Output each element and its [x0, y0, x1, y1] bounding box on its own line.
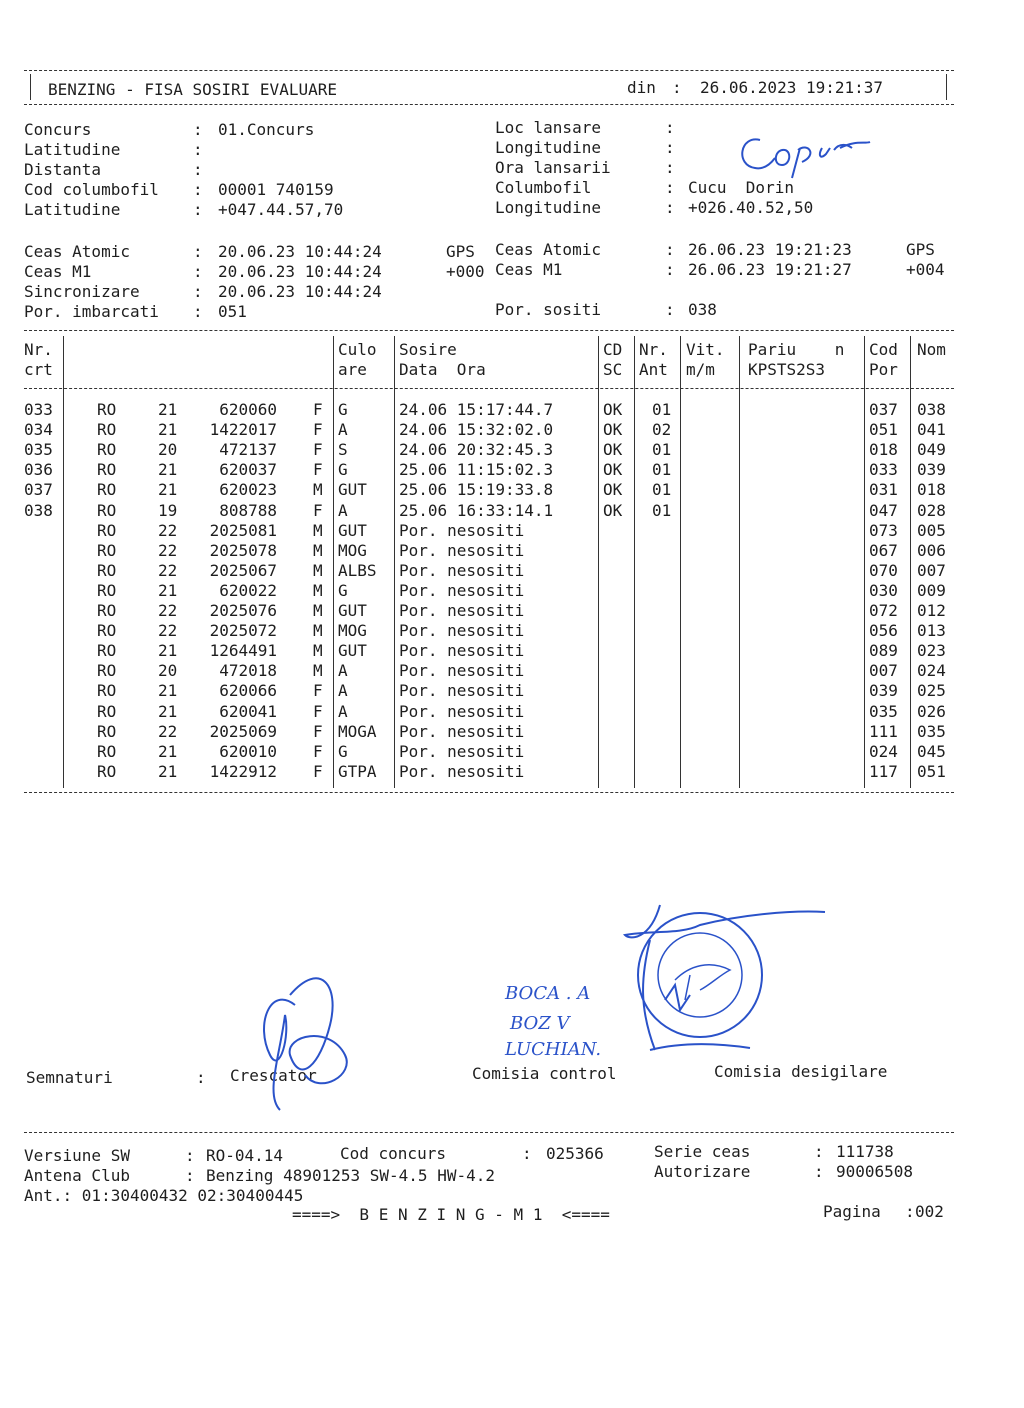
row-year: 21 [158, 480, 178, 500]
clock-right-label: Ceas M1 [495, 260, 563, 279]
info-right-label: Loc lansare [495, 118, 601, 137]
signatures-colon: : [196, 1068, 206, 1087]
footer-cod-concurs-value: 025366 [546, 1144, 604, 1163]
row-country: RO [97, 701, 117, 721]
row-cod: 111 [869, 721, 898, 741]
row-nr: 037 [24, 480, 53, 500]
row-nom: 039 [917, 460, 946, 480]
row-color: A [338, 701, 348, 721]
footer-brand: ====> B E N Z I N G - M 1 <==== [292, 1205, 610, 1224]
info-right-label: Longitudine [495, 198, 601, 217]
row-country: RO [97, 641, 117, 661]
row-country: RO [97, 681, 117, 701]
clock-left-value: 20.06.23 10:44:24 [218, 282, 382, 301]
row-country: RO [97, 540, 117, 560]
row-country: RO [97, 661, 117, 681]
row-country: RO [97, 621, 117, 641]
row-arrival: Por. nesositi [399, 540, 525, 560]
column-separator [864, 336, 865, 788]
info-right-colon: : [665, 118, 675, 137]
row-nr: 038 [24, 500, 53, 520]
row-year: 19 [158, 500, 178, 520]
table-top-rule [24, 330, 954, 331]
row-year: 22 [158, 721, 178, 741]
clock-right-value: 26.06.23 19:21:23 [688, 240, 852, 259]
row-color: G [338, 741, 348, 761]
column-separator [680, 336, 681, 788]
row-color: G [338, 580, 348, 600]
row-year: 21 [158, 460, 178, 480]
footer-colon: : [814, 1162, 824, 1181]
row-cod: 024 [869, 741, 898, 761]
row-cod: 067 [869, 540, 898, 560]
footer-antena-value: Benzing 48901253 SW-4.5 HW-4.2 [206, 1166, 495, 1185]
row-country: RO [97, 520, 117, 540]
row-ant: 01 [652, 400, 672, 419]
row-color: GUT [338, 641, 367, 661]
row-country: RO [97, 741, 117, 761]
clock-right-label: Por. sositi [495, 300, 601, 319]
clock-right-suffix: +004 [906, 260, 945, 279]
row-nom: 038 [917, 400, 946, 419]
header-nr-line1: Nr. [24, 340, 53, 359]
column-separator [63, 336, 64, 788]
info-right-label: Ora lansarii [495, 158, 611, 177]
row-ring-number: 1422912 [209, 761, 277, 781]
header-ant-line2: Ant [639, 360, 668, 379]
row-color: G [338, 400, 348, 419]
row-sex: M [313, 661, 323, 681]
row-nom: 025 [917, 681, 946, 701]
clock-left-value: 20.06.23 10:44:24 [218, 242, 382, 261]
row-nom: 023 [917, 641, 946, 661]
row-cd: OK [603, 500, 623, 520]
row-arrival: Por. nesositi [399, 741, 525, 761]
row-country: RO [97, 580, 117, 600]
row-color: MOG [338, 540, 367, 560]
row-cod: 072 [869, 601, 898, 620]
row-year: 22 [158, 601, 178, 620]
row-ring-number: 472137 [219, 440, 277, 460]
info-left-colon: : [193, 160, 203, 179]
row-year: 21 [158, 761, 178, 781]
row-color: MOG [338, 621, 367, 641]
info-right-value: +026.40.52,50 [688, 198, 814, 217]
row-year: 20 [158, 661, 178, 681]
info-right-colon: : [665, 158, 675, 177]
row-ring-number: 1422017 [209, 420, 277, 440]
handwritten-name-1: BOCA . A [505, 983, 591, 1004]
crescator-signature [250, 965, 370, 1115]
clock-right-colon: : [665, 260, 675, 279]
row-country: RO [97, 420, 117, 440]
footer-pagina-label: Pagina [823, 1202, 881, 1221]
row-sex: F [313, 681, 323, 701]
footer-antena-label: Antena Club [24, 1166, 130, 1185]
row-nom: 051 [917, 761, 946, 781]
header-cod-line1: Cod [869, 340, 898, 359]
row-sex: M [313, 621, 323, 641]
row-ant: 01 [652, 500, 672, 520]
info-left-label: Cod columbofil [24, 180, 159, 199]
footer-cod-concurs-label: Cod concurs [340, 1144, 446, 1163]
row-ring-number: 2025067 [209, 560, 277, 580]
row-nom: 041 [917, 420, 946, 440]
table-bottom-rule [24, 792, 954, 793]
handwritten-note-copr [730, 120, 880, 180]
row-country: RO [97, 500, 117, 520]
clock-left-label: Por. imbarcati [24, 302, 159, 321]
row-ring-number: 2025076 [209, 601, 277, 620]
info-left-value: +047.44.57,70 [218, 200, 344, 219]
clock-left-colon: : [193, 242, 203, 261]
row-cd: OK [603, 440, 623, 460]
row-ant: 01 [652, 480, 672, 500]
clock-left-label: Ceas M1 [24, 262, 92, 281]
row-color: A [338, 500, 348, 520]
row-sex: F [313, 721, 323, 741]
row-ring-number: 1264491 [209, 641, 277, 661]
footer-serie-ceas-label: Serie ceas [654, 1142, 751, 1161]
header-top-rule [24, 70, 954, 71]
row-year: 21 [158, 701, 178, 721]
header-sosire-line1: Sosire [399, 340, 457, 359]
handwritten-name-3: LUCHIAN. [505, 1039, 602, 1060]
row-sex: F [313, 741, 323, 761]
row-nom: 049 [917, 440, 946, 460]
row-nr: 033 [24, 400, 53, 419]
row-arrival: Por. nesositi [399, 761, 525, 781]
row-sex: M [313, 641, 323, 661]
row-color: ALBS [338, 560, 377, 580]
header-ant-line1: Nr. [639, 340, 668, 359]
row-ring-number: 620037 [219, 460, 277, 480]
column-separator [333, 336, 334, 788]
row-arrival: Por. nesositi [399, 661, 525, 681]
row-cod: 089 [869, 641, 898, 661]
header-vit-line2: m/m [686, 360, 715, 379]
row-arrival: Por. nesositi [399, 721, 525, 741]
column-separator [394, 336, 395, 788]
row-arrival: Por. nesositi [399, 621, 525, 641]
row-arrival: Por. nesositi [399, 641, 525, 661]
row-nr: 034 [24, 420, 53, 440]
row-arrival: Por. nesositi [399, 560, 525, 580]
commission-signature [610, 900, 830, 1060]
header-culo-line1: Culo [338, 340, 377, 359]
info-left-label: Distanta [24, 160, 102, 179]
row-nom: 018 [917, 480, 946, 500]
row-arrival: 24.06 15:32:02.0 [399, 420, 554, 440]
column-separator [910, 336, 911, 788]
row-arrival: 24.06 20:32:45.3 [399, 440, 554, 460]
header-sosire-line2: Data Ora [399, 360, 486, 379]
row-country: RO [97, 460, 117, 480]
row-color: S [338, 440, 348, 460]
row-color: G [338, 460, 348, 480]
signature-comisia-desigilare: Comisia desigilare [714, 1062, 888, 1081]
row-ring-number: 620022 [219, 580, 277, 600]
row-year: 22 [158, 560, 178, 580]
row-ring-number: 2025081 [209, 520, 277, 540]
info-left-label: Concurs [24, 120, 92, 139]
clock-left-suffix: +000 [446, 262, 485, 281]
row-year: 20 [158, 440, 178, 460]
row-sex: F [313, 440, 323, 460]
row-ant: 02 [652, 420, 672, 440]
row-nr: 035 [24, 440, 53, 460]
row-year: 21 [158, 420, 178, 440]
row-country: RO [97, 400, 117, 419]
row-country: RO [97, 601, 117, 620]
footer-versiune-value: RO-04.14 [206, 1146, 284, 1165]
row-color: A [338, 661, 348, 681]
report-title: BENZING - FISA SOSIRI EVALUARE [48, 80, 337, 99]
info-left-value: 01.Concurs [218, 120, 315, 139]
column-separator [739, 336, 740, 788]
row-arrival: 24.06 15:17:44.7 [399, 400, 554, 419]
row-ring-number: 620023 [219, 480, 277, 500]
clock-left-colon: : [193, 302, 203, 321]
row-sex: M [313, 560, 323, 580]
clock-left-suffix: GPS [446, 242, 475, 261]
header-left-border [30, 74, 31, 100]
clock-left-value: 051 [218, 302, 247, 321]
row-year: 21 [158, 681, 178, 701]
clock-right-colon: : [665, 240, 675, 259]
handwritten-name-2: BOZ V [510, 1013, 570, 1034]
clock-left-label: Ceas Atomic [24, 242, 130, 261]
row-sex: M [313, 580, 323, 600]
footer-colon: : [185, 1166, 195, 1185]
row-cod: 051 [869, 420, 898, 440]
row-arrival: Por. nesositi [399, 681, 525, 701]
header-cod-line2: Por [869, 360, 898, 379]
row-ant: 01 [652, 460, 672, 480]
footer-serie-ceas-value: 111738 [836, 1142, 894, 1161]
info-left-value: 00001 740159 [218, 180, 334, 199]
footer-rule [24, 1132, 954, 1133]
row-nom: 007 [917, 560, 946, 580]
row-year: 22 [158, 520, 178, 540]
clock-left-value: 20.06.23 10:44:24 [218, 262, 382, 281]
footer-colon: : [185, 1146, 195, 1165]
row-arrival: Por. nesositi [399, 701, 525, 721]
row-sex: F [313, 420, 323, 440]
header-bottom-rule [24, 104, 954, 105]
row-cd: OK [603, 480, 623, 500]
clock-right-suffix: GPS [906, 240, 935, 259]
row-nom: 013 [917, 621, 946, 641]
header-vit-line1: Vit. [686, 340, 725, 359]
row-year: 21 [158, 741, 178, 761]
row-year: 21 [158, 580, 178, 600]
row-ring-number: 620066 [219, 681, 277, 701]
row-nom: 006 [917, 540, 946, 560]
row-nom: 005 [917, 520, 946, 540]
info-left-colon: : [193, 180, 203, 199]
column-separator [634, 336, 635, 788]
row-cd: OK [603, 460, 623, 480]
row-nom: 009 [917, 580, 946, 600]
row-ring-number: 472018 [219, 661, 277, 681]
row-cd: OK [603, 420, 623, 440]
header-nr-line2: crt [24, 360, 53, 379]
row-cod: 007 [869, 661, 898, 681]
info-left-colon: : [193, 120, 203, 139]
row-cod: 070 [869, 560, 898, 580]
info-right-label: Columbofil [495, 178, 592, 197]
row-cod: 047 [869, 500, 898, 520]
info-right-colon: : [665, 198, 675, 217]
row-cod: 035 [869, 701, 898, 721]
clock-right-label: Ceas Atomic [495, 240, 601, 259]
row-cod: 033 [869, 460, 898, 480]
info-right-value: Cucu Dorin [688, 178, 794, 197]
clock-left-label: Sincronizare [24, 282, 140, 301]
footer-autorizare-value: 90006508 [836, 1162, 914, 1181]
row-year: 21 [158, 400, 178, 419]
row-sex: M [313, 480, 323, 500]
row-arrival: Por. nesositi [399, 580, 525, 600]
footer-colon: : [905, 1202, 915, 1221]
info-left-label: Latitudine [24, 200, 121, 219]
row-cod: 073 [869, 520, 898, 540]
row-year: 22 [158, 621, 178, 641]
footer-ant-line: Ant.: 01:30400432 02:30400445 [24, 1186, 304, 1205]
signature-comisia-control: Comisia control [472, 1064, 617, 1083]
report-date: 26.06.2023 19:21:37 [700, 78, 884, 97]
footer-pagina-value: 002 [915, 1202, 944, 1221]
row-sex: F [313, 761, 323, 781]
row-arrival: Por. nesositi [399, 520, 525, 540]
row-cod: 039 [869, 681, 898, 701]
row-nom: 026 [917, 701, 946, 721]
row-ring-number: 2025072 [209, 621, 277, 641]
header-cd-line1: CD [603, 340, 623, 359]
header-nom-line1: Nom [917, 340, 946, 359]
row-country: RO [97, 560, 117, 580]
clock-right-value: 038 [688, 300, 717, 319]
row-arrival: Por. nesositi [399, 601, 525, 620]
info-right-colon: : [665, 178, 675, 197]
row-sex: F [313, 500, 323, 520]
info-right-colon: : [665, 138, 675, 157]
row-nom: 045 [917, 741, 946, 761]
row-sex: F [313, 701, 323, 721]
row-arrival: 25.06 11:15:02.3 [399, 460, 554, 480]
row-nom: 035 [917, 721, 946, 741]
info-left-colon: : [193, 200, 203, 219]
row-country: RO [97, 761, 117, 781]
header-pariu-line2: KPSTS2S3 [748, 360, 826, 379]
info-right-label: Longitudine [495, 138, 601, 157]
row-sex: F [313, 460, 323, 480]
row-ring-number: 808788 [219, 500, 277, 520]
row-color: A [338, 681, 348, 701]
row-cod: 018 [869, 440, 898, 460]
row-country: RO [97, 721, 117, 741]
row-ring-number: 620010 [219, 741, 277, 761]
footer-colon: : [814, 1142, 824, 1161]
row-year: 21 [158, 641, 178, 661]
row-cod: 056 [869, 621, 898, 641]
row-sex: F [313, 400, 323, 419]
column-separator [598, 336, 599, 788]
row-ring-number: 2025078 [209, 540, 277, 560]
row-country: RO [97, 480, 117, 500]
row-nom: 028 [917, 500, 946, 520]
report-date-label: din [627, 78, 656, 97]
row-nom: 012 [917, 601, 946, 620]
info-left-label: Latitudine [24, 140, 121, 159]
row-country: RO [97, 440, 117, 460]
header-cd-line2: SC [603, 360, 623, 379]
header-right-border [946, 74, 947, 100]
row-sex: M [313, 520, 323, 540]
footer-versiune-label: Versiune SW [24, 1146, 130, 1165]
row-cd: OK [603, 400, 623, 419]
row-nr: 036 [24, 460, 53, 480]
clock-right-colon: : [665, 300, 675, 319]
row-year: 22 [158, 540, 178, 560]
table-head-rule [24, 388, 954, 389]
header-culo-line2: are [338, 360, 367, 379]
row-color: GTPA [338, 761, 377, 781]
row-nom: 024 [917, 661, 946, 681]
row-ant: 01 [652, 440, 672, 460]
row-arrival: 25.06 16:33:14.1 [399, 500, 554, 520]
footer-autorizare-label: Autorizare [654, 1162, 751, 1181]
row-sex: M [313, 601, 323, 620]
row-color: GUT [338, 480, 367, 500]
row-color: MOGA [338, 721, 377, 741]
row-color: GUT [338, 520, 367, 540]
clock-right-value: 26.06.23 19:21:27 [688, 260, 852, 279]
signatures-label: Semnaturi [26, 1068, 113, 1087]
row-ring-number: 620041 [219, 701, 277, 721]
clock-left-colon: : [193, 262, 203, 281]
row-cod: 037 [869, 400, 898, 419]
signature-crescator: Crescator [230, 1066, 317, 1085]
row-ring-number: 2025069 [209, 721, 277, 741]
clock-left-colon: : [193, 282, 203, 301]
row-arrival: 25.06 15:19:33.8 [399, 480, 554, 500]
row-cod: 030 [869, 580, 898, 600]
row-color: GUT [338, 601, 367, 620]
row-sex: M [313, 540, 323, 560]
report-date-colon: : [672, 78, 682, 97]
row-ring-number: 620060 [219, 400, 277, 419]
row-cod: 031 [869, 480, 898, 500]
footer-colon: : [522, 1144, 532, 1163]
info-left-colon: : [193, 140, 203, 159]
header-pariu-line1: Pariu n [748, 340, 845, 359]
row-color: A [338, 420, 348, 440]
row-cod: 117 [869, 761, 898, 781]
